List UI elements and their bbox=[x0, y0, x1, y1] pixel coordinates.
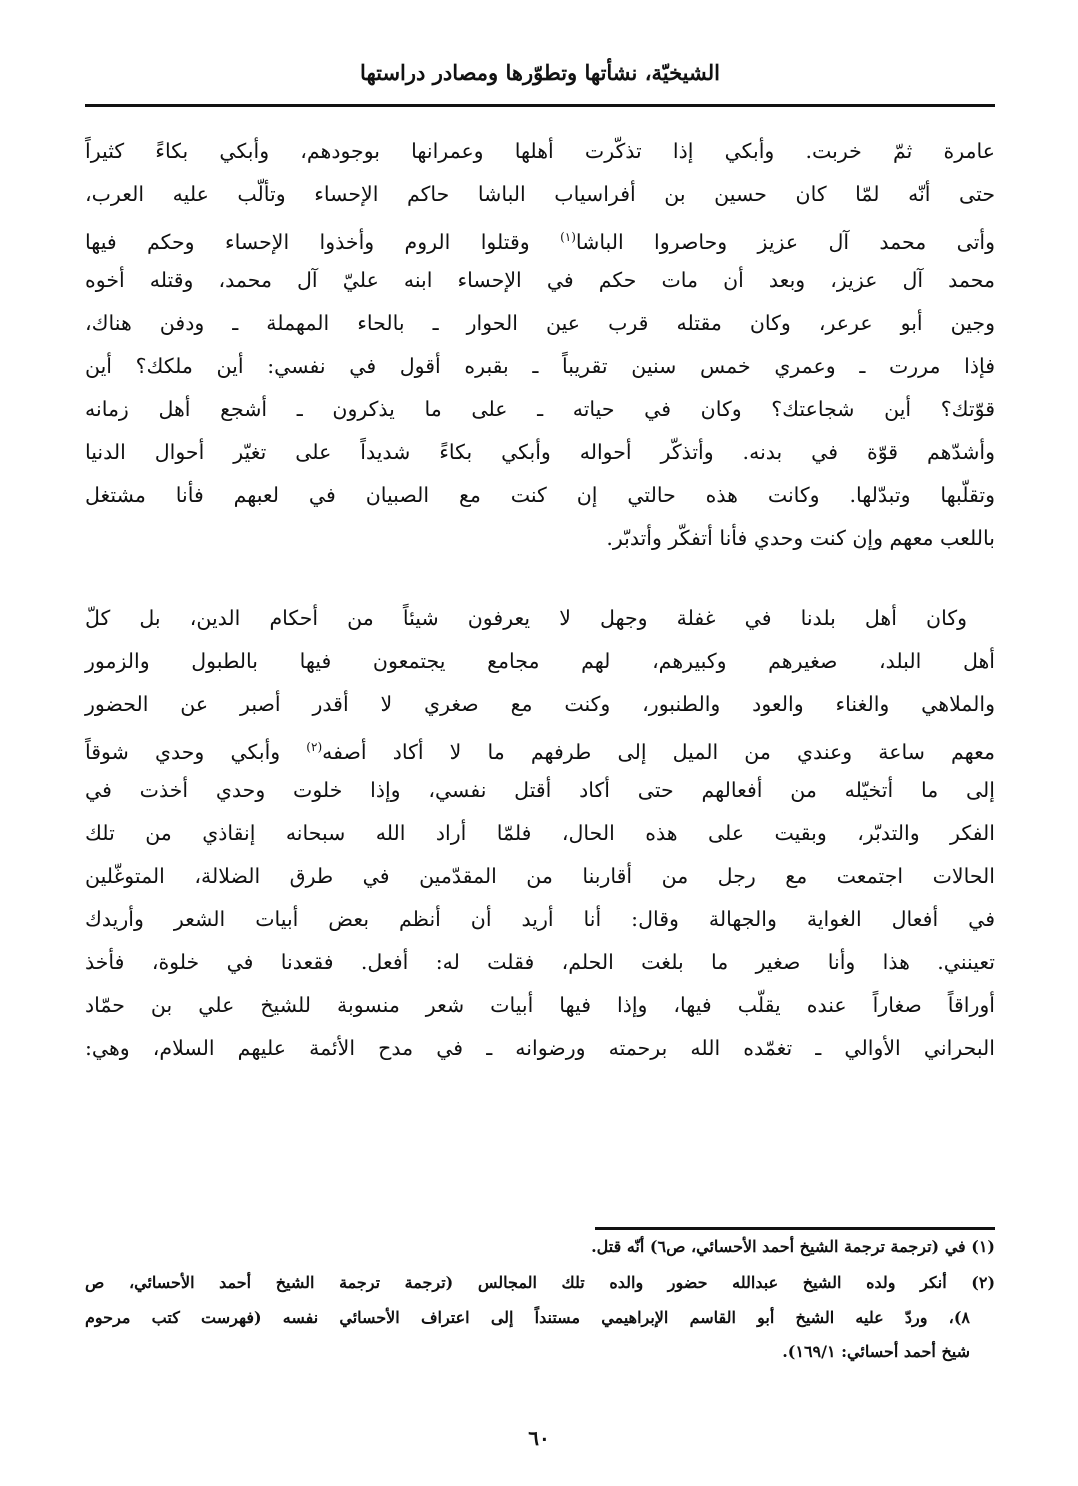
text-segment: معهم ساعة وعندي من الميل إلى طرفهم ما لا أكاد أصفه bbox=[322, 739, 995, 764]
text-segment: وقتلوا الروم وأخذوا الإحساء وحكم فيها bbox=[85, 229, 561, 254]
text-line: الفكر والتدبّر، وبقيت على هذه الحال، فلمّا أراد الله سبحانه إنقاذي من تلك bbox=[85, 821, 995, 845]
page-number: ٦٠ bbox=[528, 1426, 550, 1450]
text-line: حتى أنّه لمّا كان حسين بن أفراسياب الباشا حاكم الإحساء وتألّب عليه العرب، bbox=[85, 182, 995, 206]
footnote-2: (٢) أنكر ولده الشيخ عبدالله حضور والده تلك المجالس (ترجمة ترجمة الشيخ أحمد الأحسائي، ص bbox=[85, 1273, 996, 1292]
footnote-2-cont: شيخ أحمد أحسائي: ١٦٩/١). bbox=[782, 1342, 970, 1361]
text-line: والملاهي والغناء والعود والطنبور، وكنت مع صغري لا أقدر أصبر عن الحضور bbox=[85, 692, 995, 716]
running-header: الشيخيّة، نشأتها وتطوّرها ومصادر دراستها bbox=[360, 60, 720, 85]
text-line: أهل البلد، صغيرهم وكبيرهم، لهم مجامع يجتمعون فيها بالطبول والزمور bbox=[85, 649, 995, 673]
text-line: الحالات اجتمعت مع رجل من أقاربنا من المقدّمين في طرق الضلالة، المتوغّلين bbox=[85, 864, 995, 888]
footnote-1: (١) في (ترجمة ترجمة الشيخ أحمد الأحسائي، ص٦) أنّه قتل. bbox=[591, 1237, 995, 1256]
text-line: قوّتك؟ أين شجاعتك؟ وكان في حياته ـ على ما يذكرون ـ أشجع أهل زمانه bbox=[85, 397, 995, 421]
text-line: باللعب معهم وإن كنت وحدي فأنا أتفكّر وأتدبّر. bbox=[606, 526, 995, 550]
text-segment: وكان أهل بلدنا في غفلة وجهل لا يعرفون شيئاً من أحكام الدين، بل كلّ bbox=[85, 606, 967, 630]
text-line: أوراقاً صغاراً عنده يقلّب فيها، وإذا فيها أبيات شعر منسوبة للشيخ علي بن حمّاد bbox=[85, 993, 995, 1017]
text-segment: وأبكي وحدي شوقاً bbox=[85, 739, 307, 764]
text-line bbox=[85, 603, 995, 633]
footnote-2-cont: ٨)، وردّ عليه الشيخ أبو القاسم الإبراهيمي مستنداً إلى اعتراف الأحسائي نفسه (فهرست كتب مرحوم bbox=[85, 1308, 970, 1327]
text-line: وجين أبو عرعر، وكان مقتله قرب عين الحوار ـ بالحاء المهملة ـ ودفن هناك، bbox=[85, 311, 995, 335]
footnote-separator bbox=[595, 1227, 995, 1230]
text-line: فإذا مررت ـ وعمري خمس سنين تقريباً ـ بقبره أقول في نفسي: أين ملكك؟ أين bbox=[85, 354, 995, 378]
text-line: في أفعال الغواية والجهالة وقال: أنا أريد أن أنظم بعض أبيات الشعر وأريدك bbox=[85, 907, 995, 931]
text-line: إلى ما أتخيّله من أفعالهم حتى أكاد أقتل نفسي، وإذا خلوت وحدي أخذت في bbox=[85, 778, 995, 802]
footnote-marker-2[interactable]: (٢) bbox=[306, 740, 323, 754]
text-line: عامرة ثمّ خربت. وأبكي إذا تذكّرت أهلها وعمرانها بوجودهم، وأبكي بكاءً كثيراً bbox=[85, 139, 995, 163]
text-line: تعينني. هذا وأنا صغير ما بلغت الحلم، فقلت له: أفعل. فقعدنا في خلوة، فأخذ bbox=[85, 950, 995, 974]
text-line bbox=[85, 222, 995, 257]
text-line: وتقلّبها وتبدّلها. وكانت هذه حالتي إن كنت مع الصبيان في لعبهم فأنا مشتغل bbox=[85, 483, 995, 507]
text-line: محمد آل عزيز، وبعد أن مات حكم في الإحساء ابنه عليّ آل محمد، وقتله أخوه bbox=[85, 268, 995, 292]
footnote-marker-1[interactable]: (١) bbox=[560, 230, 576, 244]
header-rule bbox=[85, 104, 995, 107]
text-line: وأشدّهم قوّة في بدنه. وأتذكّر أحواله وأبكي بكاءً شديداً على تغيّر أحوال الدنيا bbox=[85, 440, 995, 464]
text-segment: وأتى محمد آل عزيز وحاصروا الباشا bbox=[575, 229, 995, 254]
text-line bbox=[85, 732, 995, 767]
text-line: البحراني الأوالي ـ تغمّده الله برحمته ورضوانه ـ في مدح الأئمة عليهم السلام، وهي: bbox=[85, 1036, 995, 1060]
